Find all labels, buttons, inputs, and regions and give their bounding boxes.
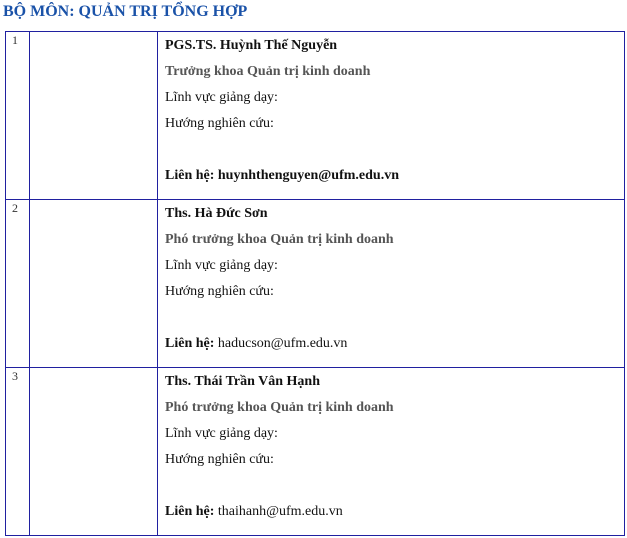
table-row [6,200,625,368]
row-number: 2 [12,201,18,215]
row-number-cell [6,200,30,368]
staff-role: Phó trưởng khoa Quản trị kinh doanh [165,400,394,415]
staff-table-body [6,32,625,536]
staff-info [158,368,624,535]
staff-role: Trưởng khoa Quản trị kinh doanh [165,64,371,79]
teaching-field-label: Lĩnh vực giảng dạy: [165,258,278,273]
spacer [165,308,624,334]
teaching-field-label: Lĩnh vực giảng dạy: [165,90,278,105]
spacer [165,476,624,502]
table-row [6,32,625,200]
contact-line [165,502,624,528]
department-title: BỘ MÔN: QUẢN TRỊ TỔNG HỢP [3,3,248,20]
research-field-label: Hướng nghiên cứu: [165,452,274,467]
staff-name: PGS.TS. Huỳnh Thế Nguyễn [165,38,338,53]
contact-label: Liên hệ: [165,504,215,519]
staff-role: Phó trưởng khoa Quản trị kinh doanh [165,232,394,247]
info-cell [158,200,625,368]
photo-cell [30,32,158,200]
table-row [6,368,625,536]
row-number-cell [6,32,30,200]
spacer [165,140,624,166]
info-cell [158,32,625,200]
staff-info [158,200,624,367]
contact-line [165,334,624,360]
row-number-cell [6,368,30,536]
row-number: 1 [12,33,18,47]
info-cell [158,368,625,536]
staff-info [158,32,624,199]
photo-cell [30,368,158,536]
contact-line [165,166,624,192]
contact-label: Liên hệ: [165,336,215,351]
research-field-label: Hướng nghiên cứu: [165,284,274,299]
row-number: 3 [12,369,18,383]
staff-table [5,31,625,536]
contact-email[interactable]: huynhthenguyen@ufm.edu.vn [217,168,399,183]
contact-label: Liên hệ: [165,168,215,183]
photo-cell [30,200,158,368]
contact-email[interactable]: haducson@ufm.edu.vn [217,336,348,351]
research-field-label: Hướng nghiên cứu: [165,116,274,131]
teaching-field-label: Lĩnh vực giảng dạy: [165,426,278,441]
staff-name: Ths. Hà Đức Sơn [165,206,268,221]
contact-email[interactable]: thaihanh@ufm.edu.vn [217,504,343,519]
staff-name: Ths. Thái Trần Vân Hạnh [165,374,320,389]
